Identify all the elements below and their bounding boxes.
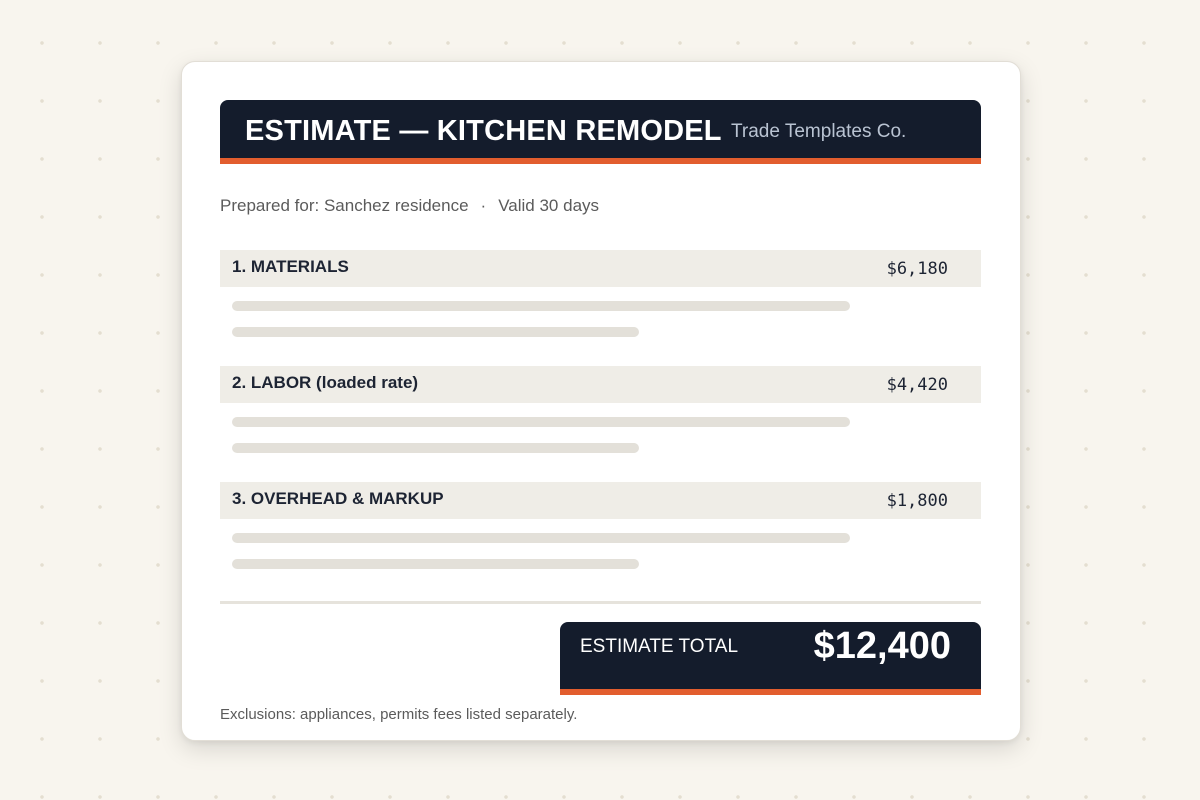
prepared-for-text: Prepared for: Sanchez residence — [220, 196, 469, 215]
section-amount: $6,180 — [886, 259, 948, 279]
estimate-total-box — [560, 622, 981, 695]
placeholder-line — [232, 443, 639, 453]
section-header-bar — [220, 482, 981, 519]
company-name: Trade Templates Co. — [731, 121, 907, 142]
section-materials — [220, 250, 981, 287]
total-divider — [220, 601, 981, 604]
placeholder-line — [232, 533, 850, 543]
placeholder-line — [232, 301, 850, 311]
section-amount: $4,420 — [886, 375, 948, 395]
section-title: 1. MATERIALS — [232, 257, 349, 276]
estimate-header — [220, 100, 981, 164]
placeholder-line — [232, 327, 639, 337]
estimate-meta — [220, 195, 599, 217]
meta-separator: · — [480, 196, 487, 215]
section-labor — [220, 366, 981, 403]
section-title: 3. OVERHEAD & MARKUP — [232, 489, 444, 508]
exclusions-note: Exclusions: appliances, permits fees listed separately. — [220, 706, 578, 723]
placeholder-line — [232, 417, 850, 427]
total-label: ESTIMATE TOTAL — [580, 636, 739, 657]
estimate-card — [181, 61, 1021, 741]
estimate-title: ESTIMATE — KITCHEN REMODEL — [245, 115, 722, 147]
section-header-bar — [220, 366, 981, 403]
validity-text: Valid 30 days — [498, 196, 600, 215]
section-title: 2. LABOR (loaded rate) — [232, 373, 419, 392]
placeholder-line — [232, 559, 639, 569]
section-header-bar — [220, 250, 981, 287]
section-overhead-markup — [220, 482, 981, 519]
total-value: $12,400 — [813, 625, 951, 667]
section-amount: $1,800 — [886, 491, 948, 511]
